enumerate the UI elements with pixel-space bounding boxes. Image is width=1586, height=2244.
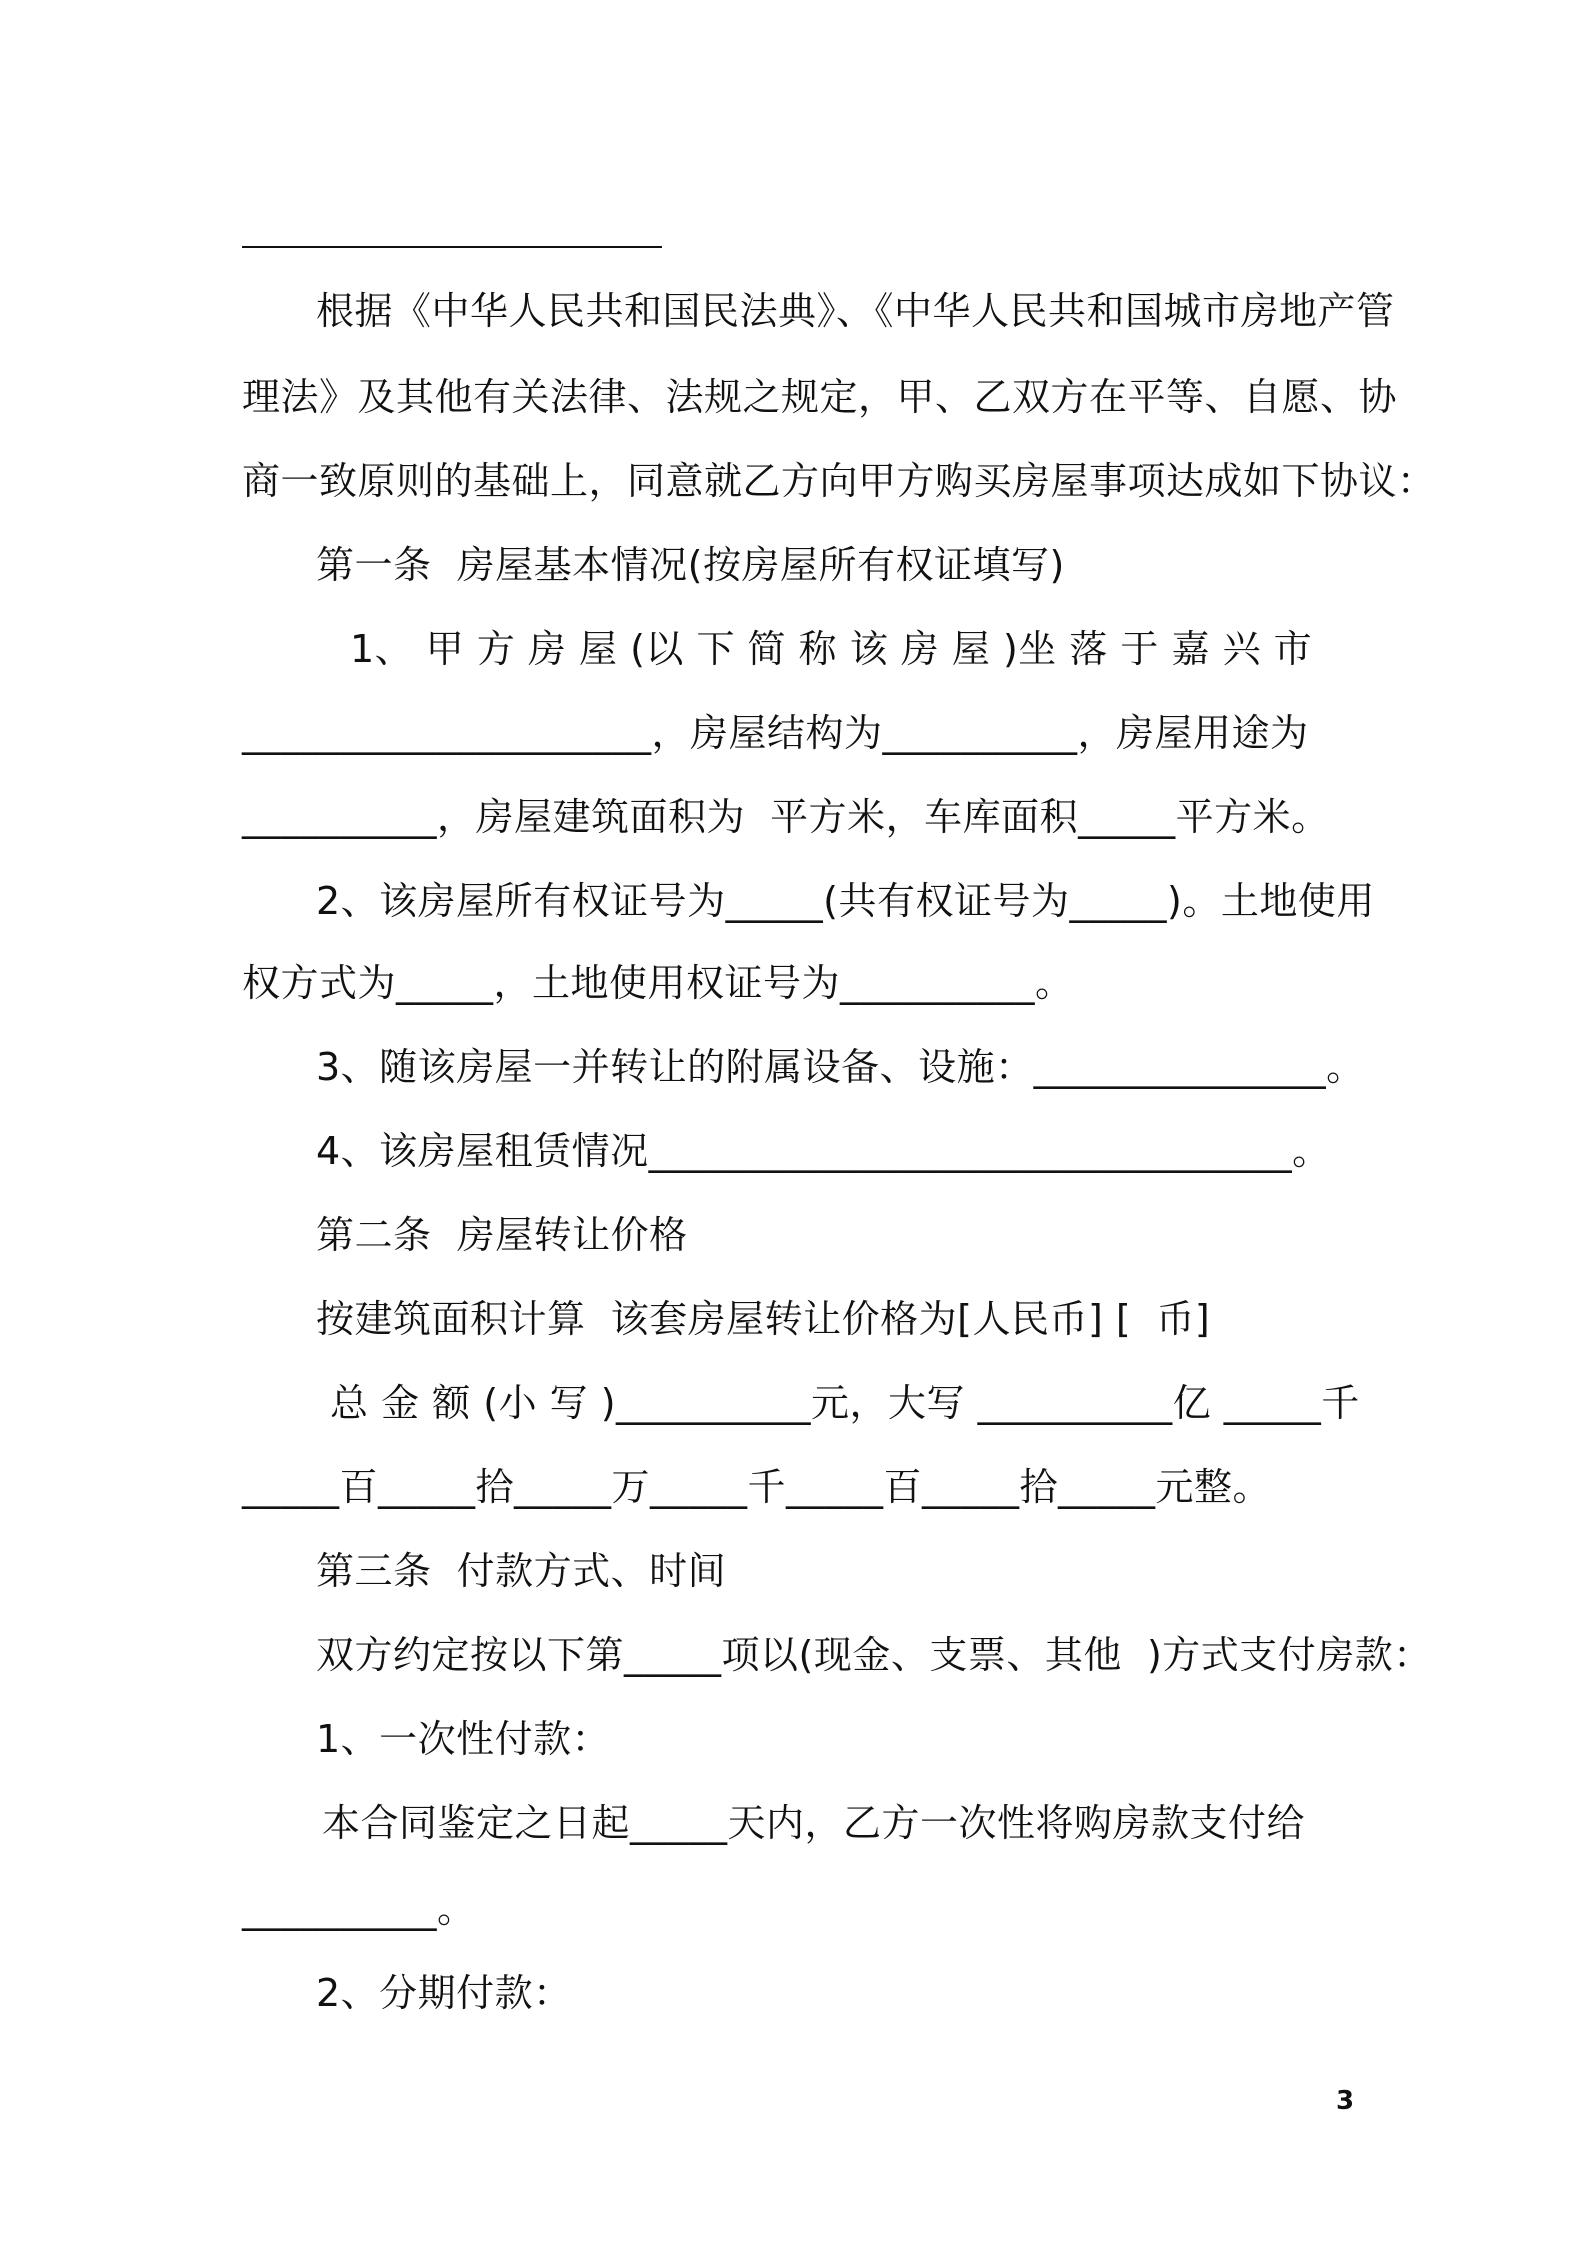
article-3-heading: 第三条 付款方式、时间 (316, 1549, 727, 1593)
article-2-heading: 第二条 房屋转让价格 (316, 1213, 688, 1257)
article-1-item-2-line-1: 2、该房屋所有权证号为_____(共有权证号为_____)。土地使用 (316, 879, 1375, 923)
article-3-payment-method: 双方约定按以下第_____项以(现金、支票、其他 )方式支付房款： (316, 1633, 1432, 1677)
article-1-heading: 第一条 房屋基本情况(按房屋所有权证填写) (316, 543, 1065, 587)
intro-paragraph-line-1: 根据《中华人民共和国民法典》、《中华人民共和国城市房地产管 (316, 289, 1395, 333)
article-2-total-amount-line-1: 总 金 额 (小 写 )__________元，大写 __________亿 _____千 (330, 1381, 1360, 1425)
article-1-item-2-line-2: 权方式为_____，土地使用权证号为__________。 (242, 961, 1074, 1005)
article-3-item-1-heading: 1、一次性付款： (316, 1717, 611, 1761)
article-1-item-1-line-3: __________，房屋建筑面积为 平方米，车库面积_____平方米。 (242, 795, 1330, 839)
article-3-item-1-line-1: 本合同鉴定之日起_____天内，乙方一次性将购房款支付给 (322, 1801, 1306, 1845)
article-1-item-1-line-2: _____________________，房屋结构为__________，房屋用途为 (242, 711, 1309, 755)
top-blank-rule (242, 246, 662, 248)
article-2-total-amount-line-2: _____百_____拾_____万_____千_____百_____拾_____元整。 (242, 1465, 1272, 1509)
article-3-item-2-heading: 2、分期付款： (316, 1971, 572, 2015)
intro-paragraph-line-2: 理法》及其他有关法律、法规之规定，甲、乙双方在平等、自愿、协 (242, 375, 1398, 419)
article-3-item-1-line-2: __________。 (242, 1887, 476, 1931)
article-1-item-1-line-1: 1、 甲 方 房 屋 (以 下 简 称 该 房 屋 )坐 落 于 嘉 兴 市 (350, 627, 1313, 671)
page-number: 3 (1336, 2086, 1355, 2116)
article-2-pricing-basis: 按建筑面积计算 该套房屋转让价格为[人民币] [ 币] (316, 1297, 1211, 1341)
intro-paragraph-line-3: 商一致原则的基础上，同意就乙方向甲方购买房屋事项达成如下协议： (242, 459, 1436, 503)
article-1-item-3: 3、随该房屋一并转让的附属设备、设施：_______________。 (316, 1045, 1365, 1089)
article-1-item-4: 4、该房屋租赁情况_________________________________。 (316, 1129, 1331, 1173)
